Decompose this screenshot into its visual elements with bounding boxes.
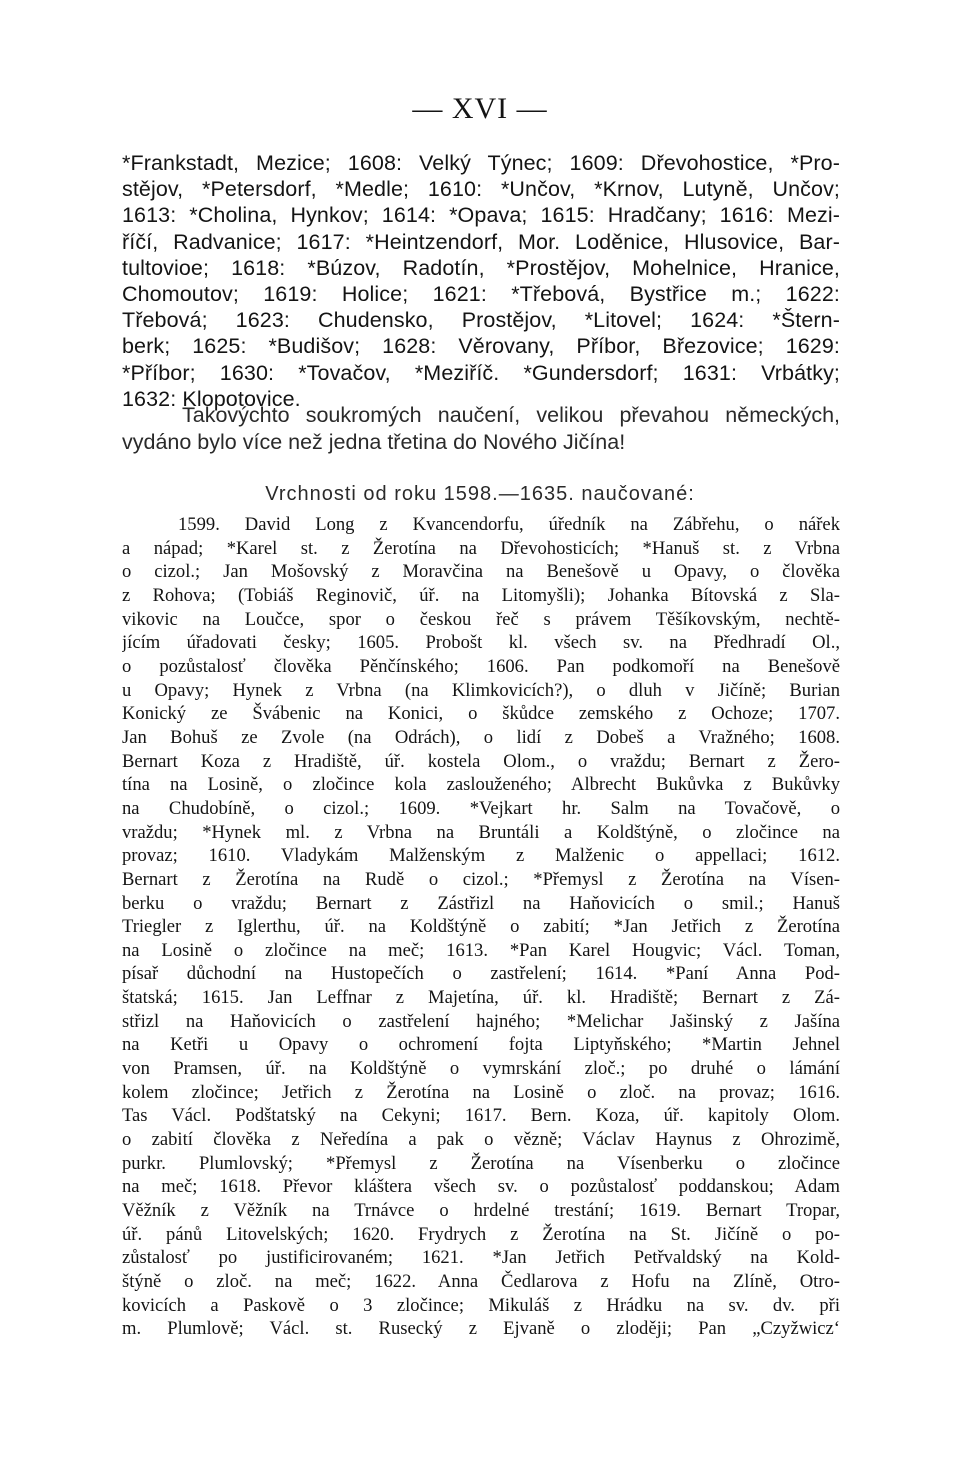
text-line: jícím úřadovati česky; 1605. Probošt kl. všech sv. na Předhradí Ol.,: [122, 632, 840, 654]
text-line: purkr. Plumlovský; *Přemysl z Žerotína na Vísenberku o zločince: [122, 1152, 840, 1174]
paragraph-authorities: [122, 513, 840, 1341]
text-line: vraždu; *Hynek ml. z Vrbna na Bruntáli a Koldštýně, o zločince na: [122, 821, 840, 843]
text-line: Věžník z Věžník na Trnávce o hrdelné trestání; 1619. Bernart Tropar,: [122, 1200, 840, 1222]
text-line: o zabití člověka z Neředína a pak o vězně; Václav Haynus z Ohrozimě,: [122, 1129, 840, 1151]
text-line: m. Plumlově; Václ. st. Rusecký z Ejvaně o zloději; Pan „Czyžwicz‘: [122, 1318, 840, 1340]
text-line: tína na Losině, o zločince kola zaslouženého; Albrecht Bukůvka z Bukůvky: [122, 774, 840, 796]
text-line: von Pramsen, úř. na Koldštýně o vymrskání zloč.; po druhé o lámání: [122, 1058, 840, 1080]
section-heading: Vrchnosti od roku 1598.—1635. naučované:: [265, 483, 695, 505]
text-line: Bernart Koza z Hradiště, úř. kostela Olom., o vraždu; Bernart z Žero-: [122, 750, 840, 772]
text-line: na meč; 1618. Převor kláštera všech sv. o pozůstalosť poddanskou; Adam: [122, 1176, 840, 1198]
text-line: na Ketři u Opavy o ochromení fojta Liptyňského; *Martin Jehnel: [122, 1034, 840, 1056]
text-line: Chomoutov; 1619: Holice; 1621: *Třebová, Bystřice m.; 1622:: [122, 282, 840, 307]
text-line: Bernart z Žerotína na Rudě o cizol.; *Přemysl z Žerotína na Vísen-: [122, 868, 840, 890]
text-line: *Příbor; 1630: *Tovačov, *Meziříč. *Gundersdorf; 1631: Vrbátky;: [122, 360, 840, 385]
text-line: berku o vraždu; Bernart z Zástřizl na Haňovicích o smil.; Hanuš: [122, 892, 840, 914]
text-line: kolem zločince; Jetřich z Žerotína na Losině o zloč. na provaz; 1616.: [122, 1081, 840, 1103]
text-line: o pozůstalosť člověka Pěnčínského; 1606. Pan podkomoří na Benešově: [122, 655, 840, 677]
text-line: o cizol.; Jan Mošovský z Moravčina na Benešově u Opavy, o člověka: [122, 561, 840, 583]
text-line: u Opavy; Hynek z Vrbna (na Klimkovicích?), o dluh v Jičíně; Burian: [122, 679, 840, 701]
text-line: štatská; 1615. Jan Leffnar z Majetína, úř. kl. Hradiště; Bernart z Zá-: [122, 987, 840, 1009]
text-line: vydáno bylo více než jedna třetina do Nového Jičína!: [122, 429, 626, 454]
text-line: Jan Bohuš ze Zvole (na Odrách), o lidí z Dobeš a Vražného; 1608.: [122, 726, 840, 748]
text-line: vikovic na Loučce, spor o českou řeč s právem Těšíkovským, nechtě-: [122, 608, 840, 630]
text-line: písař důchodní na Hustopečích o zastřelení; 1614. *Paní Anna Pod-: [122, 963, 840, 985]
text-line: střizl na Haňovicích o zastřelení hajného; *Melichar Jašinský z Jašína: [122, 1010, 840, 1032]
text-line: na Losině o zločince na meč; 1613. *Pan Karel Hougvic; Václ. Toman,: [122, 939, 840, 961]
text-line: na Chudobíně, o cizol.; 1609. *Vejkart hr. Salm na Tovačově, o: [122, 797, 840, 819]
text-line: Konický ze Švábenic na Konici, o škůdce zemského z Ochoze; 1707.: [122, 703, 840, 725]
text-line: Třebová; 1623: Chudensko, Prostějov, *Litovel; 1624: *Štern-: [122, 308, 840, 333]
text-line: provaz; 1610. Vladykám Malženským z Malženic o appellaci; 1612.: [122, 845, 840, 867]
page-number: — XVI —: [412, 92, 548, 125]
text-line: úř. pánů Litovelských; 1620. Frydrych z Žerotína na St. Jičíně o po-: [122, 1223, 840, 1245]
text-line: tultovioe; 1618: *Búzov, Radotín, *Prostějov, Mohelnice, Hranice,: [122, 255, 840, 280]
paragraph-summary: [122, 402, 840, 455]
text-line: *Frankstadt, Mezice; 1608: Velký Týnec; 1609: Dřevohostice, *Pro-: [122, 151, 840, 175]
text-line: kovicích a Paskově o 3 zločince; Mikuláš z Hrádku na sv. dv. při: [122, 1294, 840, 1316]
text-line: Takovýchto soukromých naučení, velikou převahou německých,: [182, 403, 840, 427]
text-line: a nápad; *Karel st. z Žerotína na Dřevohosticích; *Hanuš st. z Vrbna: [122, 537, 840, 559]
text-line: 1599. David Long z Kvancendorfu, úředník na Zábřehu, o nářek: [178, 514, 840, 535]
text-line: z Rohova; (Tobiáš Reginovič, úř. na Litomyšli); Johanka Bítovská z Sla-: [122, 584, 840, 606]
text-line: 1613: *Cholina, Hynkov; 1614: *Opava; 1615: Hradčany; 1616: Mezi-: [122, 203, 840, 228]
text-line: Tas Václ. Podštatský na Cekyni; 1617. Bern. Koza, úř. kapitoly Olom.: [122, 1105, 840, 1127]
text-line: zůstalosť po justificirovaném; 1621. *Jan Jetřich Petřvaldský na Kold-: [122, 1247, 840, 1269]
text-line: 1632: Klopotovice.: [122, 386, 301, 411]
paragraph-places: [122, 150, 840, 412]
text-line: štýně o zloč. na meč; 1622. Anna Čedlarova z Hofu na Zlíně, Otro-: [122, 1271, 840, 1292]
text-line: říčí, Radvanice; 1617: *Heintzendorf, Mor. Loděnice, Hlusovice, Bar-: [122, 229, 840, 254]
text-line: berk; 1625: *Budišov; 1628: Věrovany, Příbor, Březovice; 1629:: [122, 334, 840, 359]
text-line: stějov, *Petersdorf, *Medle; 1610: *Unčov, *Krnov, Lutyně, Unčov;: [122, 177, 840, 202]
text-line: Triegler z Iglerthu, úř. na Koldštýně o zabití; *Jan Jetřich z Žerotína: [122, 916, 840, 938]
